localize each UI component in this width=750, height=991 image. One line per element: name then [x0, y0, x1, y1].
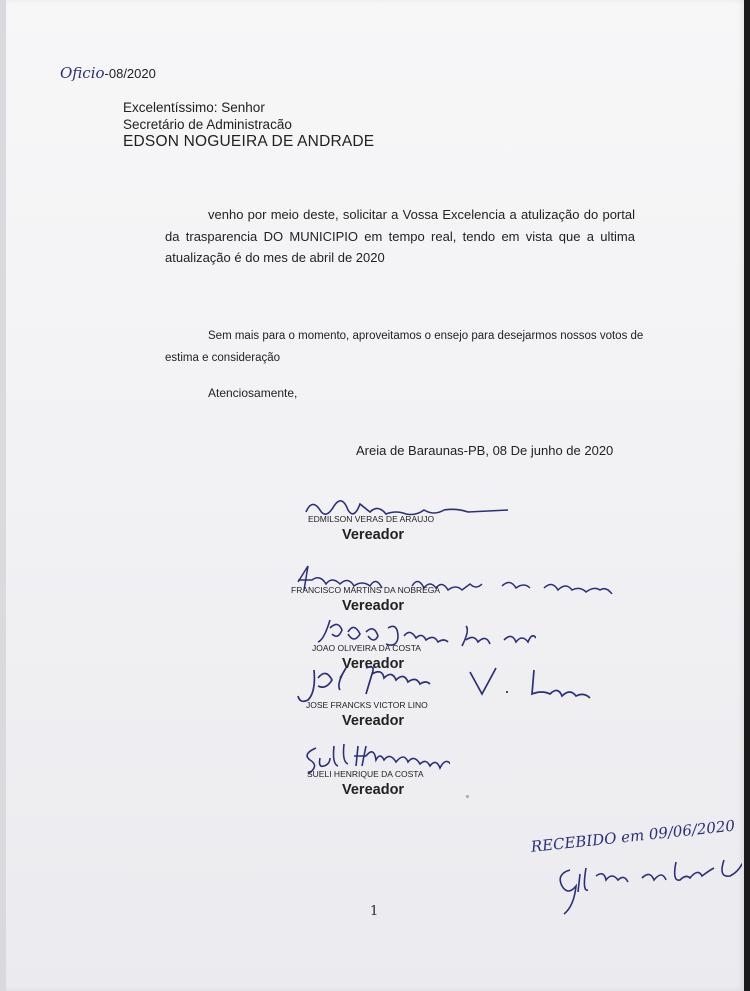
receipt-note: RECEBIDO em 09/06/2020: [530, 816, 736, 856]
closing: Atenciosamente,: [208, 386, 298, 400]
paper-speck: [466, 795, 469, 798]
signatory-role: Vereador: [342, 598, 405, 614]
signatory-name: EDMILSON VERAS DE ARAUJO: [308, 514, 435, 524]
page-number: 1: [370, 904, 379, 919]
signatory-role: Vereador: [342, 713, 405, 729]
recipient-salutation: Excelentíssimo: Senhor: [123, 100, 265, 115]
signatory-role: Vereador: [342, 782, 405, 798]
signatory-name: FRANCISCO MARTINS DA NOBREGA: [291, 585, 441, 595]
signatory-name: JOSE FRANCKS VICTOR LINO: [306, 700, 428, 710]
office-number: [60, 64, 156, 82]
recipient-name: EDSON NOGUEIRA DE ANDRADE: [123, 133, 375, 150]
receipt-signature: [552, 852, 742, 916]
signatory-name: SUELI HENRIQUE DA COSTA: [307, 769, 424, 779]
body-paragraph-regards: Sem mais para o momento, aproveitamos o ensejo para desejarmos nossos votos de estima e consideração: [165, 330, 644, 364]
signatory-role: Vereador: [342, 656, 405, 672]
signatory-name: JOAO OLIVEIRA DA COSTA: [312, 643, 421, 653]
office-label-handwritten: Oficio: [60, 64, 105, 82]
page-edge-shadow: [744, 0, 750, 991]
office-number-value: -08/2020: [104, 66, 156, 81]
place-date: Areia de Baraunas-PB, 08 De junho de 2020: [356, 443, 614, 458]
signatory-role: Vereador: [342, 527, 405, 543]
body-paragraph-request: venho por meio deste, solicitar a Vossa Excelencia a atulização do portal da trasparencia DO MUNICIPIO em tempo real, tendo em vista que a ultima atualização é do mes de abril de 2020: [165, 207, 635, 265]
recipient-position: Secretário de Administracão: [123, 117, 292, 132]
